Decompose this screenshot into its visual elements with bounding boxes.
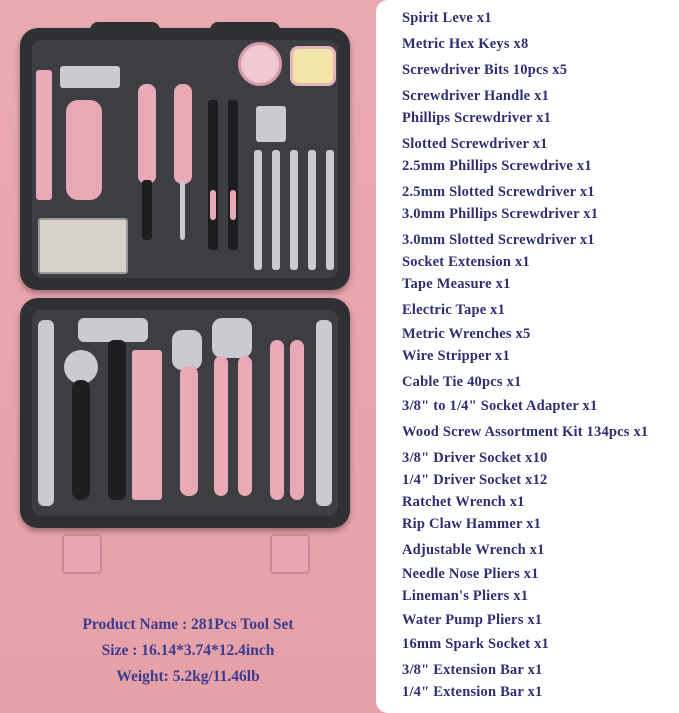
screwdriver-grip [210,190,216,220]
list-item: Ratchet Wrench x1 [402,494,525,510]
list-item: 3/8" Driver Socket x10 [402,450,548,466]
screwdriver-shaft [180,180,185,240]
list-item: Wood Screw Assortment Kit 134pcs x1 [402,424,649,440]
wrench [254,150,262,270]
water-pump-pliers-head [212,318,252,358]
list-item: Lineman's Pliers x1 [402,588,529,604]
needle-nose-pliers [290,340,304,500]
list-item: 3.0mm Phillips Screwdriver x1 [402,206,599,222]
list-item: Wire Stripper x1 [402,348,510,364]
list-item: Slotted Screwdriver x1 [402,136,548,152]
parts-list-panel [376,0,679,713]
screwdriver-grip [230,190,236,220]
list-item: Tape Measure x1 [402,276,511,292]
electric-tape [238,42,282,86]
ratchet-handle [72,380,90,500]
list-item: Cable Tie 40pcs x1 [402,374,522,390]
product-specs [0,612,376,690]
list-item: 3/8" to 1/4" Socket Adapter x1 [402,398,598,414]
wrench [326,150,334,270]
socket-row-right [316,320,332,506]
list-item: Rip Claw Hammer x1 [402,516,542,532]
list-item: 2.5mm Phillips Screwdrive x1 [402,158,592,174]
product-name: Product Name : 281Pcs Tool Set [82,616,294,633]
list-item: Socket Extension x1 [402,254,530,270]
hammer-handle [108,340,126,500]
tool-case-image [20,22,350,542]
case-latch [62,534,102,574]
list-item: Spirit Leve x1 [402,10,492,26]
list-item: 1/4" Extension Bar x1 [402,684,543,700]
list-item: Water Pump Pliers x1 [402,612,543,628]
hex-keys [256,106,286,142]
list-item: Needle Nose Pliers x1 [402,566,539,582]
hammer-head [78,318,148,342]
list-item: Screwdriver Bits 10pcs x5 [402,62,568,78]
case-lid [20,28,350,290]
tape-measure [290,46,336,86]
wire-stripper [66,100,102,200]
adjustable-wrench [180,366,198,496]
list-item: 16mm Spark Socket x1 [402,636,549,652]
screwdriver [138,84,156,184]
list-item: Adjustable Wrench x1 [402,542,545,558]
list-item: 1/4" Driver Socket x12 [402,472,548,488]
small-screwdriver [208,100,218,250]
list-item: Phillips Screwdriver x1 [402,110,552,126]
small-screwdriver [228,100,238,250]
ratchet-head [64,350,98,384]
lid-tray [32,40,338,278]
screwdriver-bits [60,66,120,88]
spirit-level [36,70,52,200]
list-item: Screwdriver Handle x1 [402,88,550,104]
list-item: Metric Hex Keys x8 [402,36,529,52]
product-weight: Weight: 5.2kg/11.46lb [116,668,260,685]
list-item: 3/8" Extension Bar x1 [402,662,543,678]
bit-holder [132,350,162,500]
screwdriver [174,84,192,184]
wrench [308,150,316,270]
list-item: Electric Tape x1 [402,302,506,318]
list-item: Metric Wrenches x5 [402,326,531,342]
wrench [272,150,280,270]
case-latch [270,534,310,574]
wrench [290,150,298,270]
lineman-pliers [270,340,284,500]
water-pump-pliers [214,356,228,496]
screwdriver-shaft [142,180,152,240]
base-tray [32,310,338,516]
product-size: Size : 16.14*3.74*12.4inch [101,642,275,659]
list-item: 2.5mm Slotted Screwdriver x1 [402,184,595,200]
case-base [20,298,350,528]
water-pump-pliers [238,356,252,496]
screw-assortment-box [38,218,128,274]
list-item: 3.0mm Slotted Screwdriver x1 [402,232,595,248]
socket-row-left [38,320,54,506]
adjustable-wrench-head [172,330,202,370]
